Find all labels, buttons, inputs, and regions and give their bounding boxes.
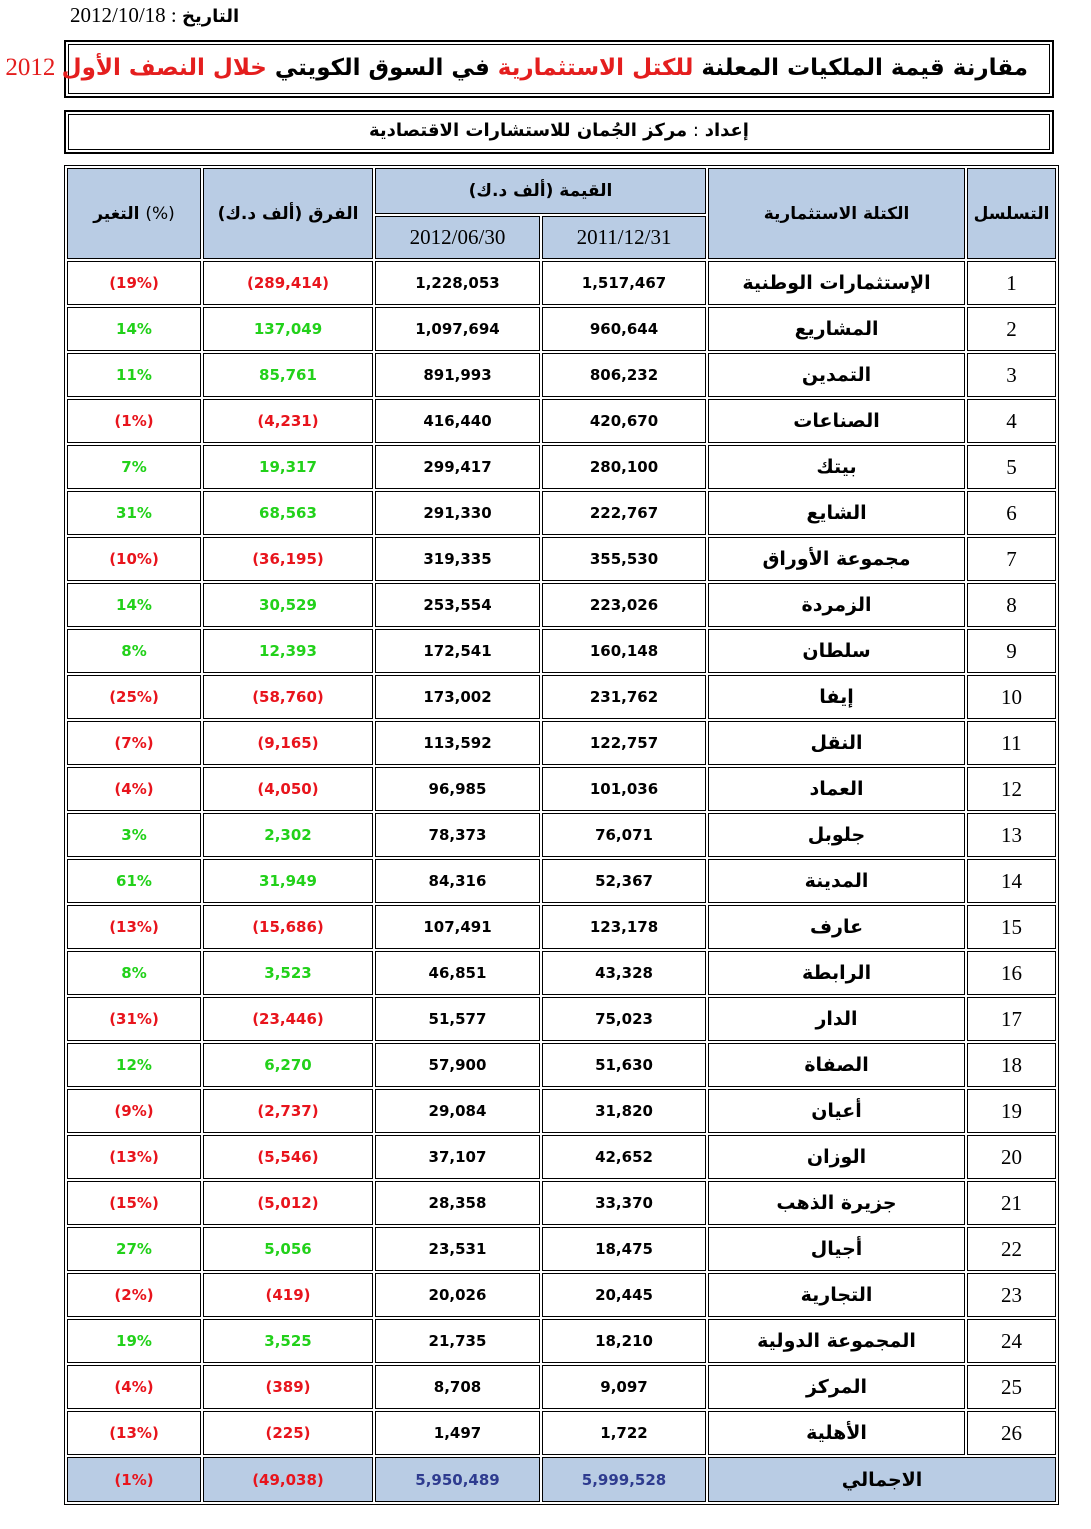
- row-serial: 22: [967, 1227, 1056, 1271]
- prepared-by-box: [64, 110, 1054, 154]
- row-value-2012: 1,097,694: [375, 307, 540, 351]
- row-value-2011: 20,445: [542, 1273, 706, 1317]
- row-serial: 16: [967, 951, 1056, 995]
- prepared-by: [66, 112, 1052, 150]
- row-value-2012: 96,985: [375, 767, 540, 811]
- row-diff: 30,529: [203, 583, 373, 627]
- table-row: [67, 1411, 1056, 1455]
- row-value-2011: 960,644: [542, 307, 706, 351]
- row-bloc-name: الدار: [708, 997, 965, 1041]
- row-diff: 5,056: [203, 1227, 373, 1271]
- header-bloc: الكتلة الاستثمارية: [708, 168, 965, 259]
- prepared-by-separator: :: [687, 120, 705, 141]
- row-value-2011: 223,026: [542, 583, 706, 627]
- row-serial: 6: [967, 491, 1056, 535]
- row-bloc-name: مجموعة الأوراق: [708, 537, 965, 581]
- row-value-2011: 160,148: [542, 629, 706, 673]
- row-value-2011: 1,722: [542, 1411, 706, 1455]
- row-value-2011: 280,100: [542, 445, 706, 489]
- row-serial: 3: [967, 353, 1056, 397]
- row-serial: 23: [967, 1273, 1056, 1317]
- row-change: (1%): [67, 399, 201, 443]
- row-diff: (225): [203, 1411, 373, 1455]
- row-value-2011: 420,670: [542, 399, 706, 443]
- row-value-2011: 222,767: [542, 491, 706, 535]
- date-label: التاريخ: [182, 6, 240, 27]
- row-value-2011: 101,036: [542, 767, 706, 811]
- row-bloc-name: الإستثمارات الوطنية: [708, 261, 965, 305]
- row-change: (31%): [67, 997, 201, 1041]
- row-diff: 19,317: [203, 445, 373, 489]
- table-row: [67, 721, 1056, 765]
- row-value-2012: 172,541: [375, 629, 540, 673]
- header-value: القيمة (ألف د.ك): [375, 168, 706, 214]
- prepared-by-label: إعداد: [704, 120, 749, 141]
- row-bloc-name: الأهلية: [708, 1411, 965, 1455]
- row-serial: 21: [967, 1181, 1056, 1225]
- title-part3: في السوق الكويتي: [266, 55, 498, 81]
- row-bloc-name: عارف: [708, 905, 965, 949]
- title-box: [5, 40, 1054, 98]
- row-diff: (36,195): [203, 537, 373, 581]
- row-serial: 9: [967, 629, 1056, 673]
- row-change: 31%: [67, 491, 201, 535]
- total-diff: (49,038): [203, 1457, 373, 1502]
- row-diff: (289,414): [203, 261, 373, 305]
- table-row: [67, 629, 1056, 673]
- row-value-2011: 1,517,467: [542, 261, 706, 305]
- row-change: (2%): [67, 1273, 201, 1317]
- row-value-2012: 23,531: [375, 1227, 540, 1271]
- title-part2: للكتل الاستثمارية: [497, 55, 694, 81]
- row-bloc-name: التجارية: [708, 1273, 965, 1317]
- row-change: 61%: [67, 859, 201, 903]
- table-row: [67, 813, 1056, 857]
- row-value-2011: 51,630: [542, 1043, 706, 1087]
- row-serial: 1: [967, 261, 1056, 305]
- row-change: 19%: [67, 1319, 201, 1363]
- row-value-2012: 29,084: [375, 1089, 540, 1133]
- table-row: [67, 1043, 1056, 1087]
- row-diff: 3,525: [203, 1319, 373, 1363]
- row-serial: 10: [967, 675, 1056, 719]
- table-row: [67, 583, 1056, 627]
- row-value-2012: 8,708: [375, 1365, 540, 1409]
- table-row: [67, 1181, 1056, 1225]
- table-row: [67, 675, 1056, 719]
- row-diff: (5,012): [203, 1181, 373, 1225]
- row-value-2012: 253,554: [375, 583, 540, 627]
- row-change: (4%): [67, 1365, 201, 1409]
- row-change: (15%): [67, 1181, 201, 1225]
- table-row: [67, 767, 1056, 811]
- row-diff: 85,761: [203, 353, 373, 397]
- row-change: (4%): [67, 767, 201, 811]
- row-bloc-name: إيفا: [708, 675, 965, 719]
- table-body: [67, 261, 1056, 1455]
- row-diff: 3,523: [203, 951, 373, 995]
- table-row: [67, 399, 1056, 443]
- row-serial: 25: [967, 1365, 1056, 1409]
- row-diff: (15,686): [203, 905, 373, 949]
- table-row: [67, 445, 1056, 489]
- row-diff: (2,737): [203, 1089, 373, 1133]
- table-row: [67, 951, 1056, 995]
- row-diff: (4,050): [203, 767, 373, 811]
- row-change: (25%): [67, 675, 201, 719]
- row-value-2012: 299,417: [375, 445, 540, 489]
- row-value-2012: 46,851: [375, 951, 540, 995]
- row-serial: 4: [967, 399, 1056, 443]
- total-pct: (1%): [67, 1457, 201, 1502]
- row-bloc-name: سلطان: [708, 629, 965, 673]
- row-change: 12%: [67, 1043, 201, 1087]
- row-value-2012: 28,358: [375, 1181, 540, 1225]
- prepared-by-value: مركز الجُمان للاستشارات الاقتصادية: [369, 120, 688, 141]
- row-bloc-name: الشايع: [708, 491, 965, 535]
- row-value-2012: 416,440: [375, 399, 540, 443]
- row-value-2012: 1,228,053: [375, 261, 540, 305]
- row-diff: (419): [203, 1273, 373, 1317]
- row-value-2011: 9,097: [542, 1365, 706, 1409]
- row-change: (19%): [67, 261, 201, 305]
- row-diff: 137,049: [203, 307, 373, 351]
- title-part4: خلال النصف الأول: [61, 55, 267, 81]
- row-bloc-name: الرابطة: [708, 951, 965, 995]
- table-row: [67, 1135, 1056, 1179]
- row-serial: 20: [967, 1135, 1056, 1179]
- row-serial: 5: [967, 445, 1056, 489]
- total-label: الاجمالي: [708, 1457, 1056, 1502]
- row-serial: 11: [967, 721, 1056, 765]
- row-change: (13%): [67, 1411, 201, 1455]
- row-bloc-name: الصناعات: [708, 399, 965, 443]
- header-serial: التسلسل: [967, 168, 1056, 259]
- date-line: [70, 2, 270, 28]
- row-serial: 19: [967, 1089, 1056, 1133]
- row-value-2011: 42,652: [542, 1135, 706, 1179]
- table-row: [67, 307, 1056, 351]
- row-value-2012: 78,373: [375, 813, 540, 857]
- table-row: [67, 997, 1056, 1041]
- row-serial: 15: [967, 905, 1056, 949]
- table-row: [67, 905, 1056, 949]
- row-change: 27%: [67, 1227, 201, 1271]
- table-row: [67, 1319, 1056, 1363]
- row-bloc-name: أعيان: [708, 1089, 965, 1133]
- row-diff: (58,760): [203, 675, 373, 719]
- row-serial: 2: [967, 307, 1056, 351]
- table-row: [67, 261, 1056, 305]
- row-serial: 13: [967, 813, 1056, 857]
- header-date-2011: 2011/12/31: [542, 216, 706, 259]
- row-diff: 12,393: [203, 629, 373, 673]
- table-row: [67, 1273, 1056, 1317]
- row-bloc-name: العماد: [708, 767, 965, 811]
- row-value-2011: 122,757: [542, 721, 706, 765]
- header-date-2012: 2012/06/30: [375, 216, 540, 259]
- row-serial: 17: [967, 997, 1056, 1041]
- row-bloc-name: جلوبل: [708, 813, 965, 857]
- row-bloc-name: جزيرة الذهب: [708, 1181, 965, 1225]
- row-value-2011: 123,178: [542, 905, 706, 949]
- table-row: [67, 491, 1056, 535]
- row-bloc-name: بيتك: [708, 445, 965, 489]
- page-title: [5, 42, 1028, 94]
- row-bloc-name: المجموعة الدولية: [708, 1319, 965, 1363]
- row-bloc-name: المشاريع: [708, 307, 965, 351]
- row-value-2012: 57,900: [375, 1043, 540, 1087]
- row-diff: (9,165): [203, 721, 373, 765]
- row-bloc-name: أجيال: [708, 1227, 965, 1271]
- table-row: [67, 1227, 1056, 1271]
- row-change: 8%: [67, 629, 201, 673]
- row-value-2011: 43,328: [542, 951, 706, 995]
- title-year: 2012: [5, 54, 62, 81]
- header-change: التغير (%): [67, 168, 201, 259]
- table-row: [67, 353, 1056, 397]
- row-change: (7%): [67, 721, 201, 765]
- row-value-2011: 355,530: [542, 537, 706, 581]
- row-diff: (4,231): [203, 399, 373, 443]
- row-value-2012: 319,335: [375, 537, 540, 581]
- row-value-2011: 231,762: [542, 675, 706, 719]
- total-2012: 5,950,489: [375, 1457, 540, 1502]
- row-serial: 7: [967, 537, 1056, 581]
- table-row: [67, 859, 1056, 903]
- row-change: 11%: [67, 353, 201, 397]
- row-change: (9%): [67, 1089, 201, 1133]
- row-serial: 18: [967, 1043, 1056, 1087]
- table-row: [67, 537, 1056, 581]
- row-value-2011: 76,071: [542, 813, 706, 857]
- row-serial: 12: [967, 767, 1056, 811]
- table-row: [67, 1089, 1056, 1133]
- row-value-2012: 291,330: [375, 491, 540, 535]
- row-serial: 26: [967, 1411, 1056, 1455]
- row-value-2011: 806,232: [542, 353, 706, 397]
- row-diff: 2,302: [203, 813, 373, 857]
- row-value-2011: 18,210: [542, 1319, 706, 1363]
- header-diff: الفرق (ألف د.ك): [203, 168, 373, 259]
- row-value-2011: 75,023: [542, 997, 706, 1041]
- row-value-2012: 1,497: [375, 1411, 540, 1455]
- row-bloc-name: المركز: [708, 1365, 965, 1409]
- row-diff: 31,949: [203, 859, 373, 903]
- total-2011: 5,999,528: [542, 1457, 706, 1502]
- holdings-table: [64, 165, 1059, 1505]
- row-change: 14%: [67, 583, 201, 627]
- date-value: 2012/10/18: [70, 3, 166, 27]
- row-bloc-name: المدينة: [708, 859, 965, 903]
- row-bloc-name: الوزان: [708, 1135, 965, 1179]
- row-serial: 14: [967, 859, 1056, 903]
- title-part1: مقارنة قيمة الملكيات المعلنة: [693, 55, 1028, 81]
- row-change: 3%: [67, 813, 201, 857]
- row-bloc-name: التمدين: [708, 353, 965, 397]
- row-value-2012: 891,993: [375, 353, 540, 397]
- row-value-2012: 113,592: [375, 721, 540, 765]
- row-change: (10%): [67, 537, 201, 581]
- table-row: [67, 1365, 1056, 1409]
- row-value-2011: 52,367: [542, 859, 706, 903]
- row-value-2012: 51,577: [375, 997, 540, 1041]
- row-value-2012: 37,107: [375, 1135, 540, 1179]
- date-separator: :: [165, 3, 183, 27]
- row-diff: (389): [203, 1365, 373, 1409]
- row-change: 14%: [67, 307, 201, 351]
- row-change: (13%): [67, 905, 201, 949]
- row-change: (13%): [67, 1135, 201, 1179]
- row-serial: 24: [967, 1319, 1056, 1363]
- row-diff: 6,270: [203, 1043, 373, 1087]
- total-row: [67, 1457, 1056, 1502]
- row-value-2011: 31,820: [542, 1089, 706, 1133]
- row-value-2012: 173,002: [375, 675, 540, 719]
- row-diff: 68,563: [203, 491, 373, 535]
- row-value-2011: 33,370: [542, 1181, 706, 1225]
- row-bloc-name: الصفاة: [708, 1043, 965, 1087]
- row-change: 8%: [67, 951, 201, 995]
- row-value-2012: 21,735: [375, 1319, 540, 1363]
- row-value-2012: 84,316: [375, 859, 540, 903]
- row-serial: 8: [967, 583, 1056, 627]
- row-change: 7%: [67, 445, 201, 489]
- row-value-2012: 20,026: [375, 1273, 540, 1317]
- row-diff: (23,446): [203, 997, 373, 1041]
- row-value-2012: 107,491: [375, 905, 540, 949]
- row-bloc-name: النقل: [708, 721, 965, 765]
- row-bloc-name: الزمردة: [708, 583, 965, 627]
- row-value-2011: 18,475: [542, 1227, 706, 1271]
- row-diff: (5,546): [203, 1135, 373, 1179]
